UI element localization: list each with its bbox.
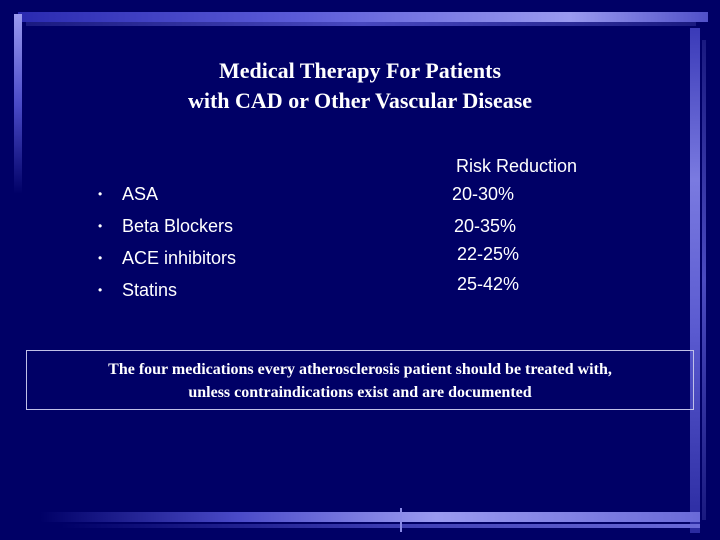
bottom-frame-bar-inner (60, 524, 700, 528)
note-line-1: The four medications every atherosclerosis patient should be treated with, (108, 361, 612, 378)
left-frame-bar (14, 14, 22, 194)
bullet-icon: • (98, 187, 103, 201)
bullet-icon: • (98, 251, 103, 265)
medication-name: Statins (122, 280, 178, 300)
medication-name: Beta Blockers (122, 216, 234, 236)
slide-title-line-2: with CAD or Other Vascular Disease (187, 88, 533, 113)
risk-reduction-value: 25-42% (457, 274, 520, 294)
top-frame-bar-shadow (26, 22, 696, 26)
note-box (26, 350, 694, 410)
slide-title (60, 56, 660, 116)
bottom-frame-tick (400, 508, 402, 532)
note-line-2: unless contraindications exist and are documented (188, 384, 532, 401)
risk-reduction-value: 22-25% (457, 244, 520, 264)
risk-reduction-header: Risk Reduction (456, 156, 578, 176)
bullet-icon: • (98, 283, 103, 297)
bottom-frame-bar (40, 512, 700, 522)
slide-title-line-1: Medical Therapy For Patients (218, 58, 502, 83)
medication-name: ACE inhibitors (122, 248, 237, 268)
right-frame-bar (690, 28, 700, 533)
risk-reduction-value: 20-35% (454, 216, 517, 236)
medication-name: ASA (122, 184, 159, 204)
top-frame-bar (18, 12, 708, 22)
risk-reduction-value: 20-30% (452, 184, 515, 204)
bullet-icon: • (98, 219, 103, 233)
right-frame-bar-inner (702, 40, 706, 520)
